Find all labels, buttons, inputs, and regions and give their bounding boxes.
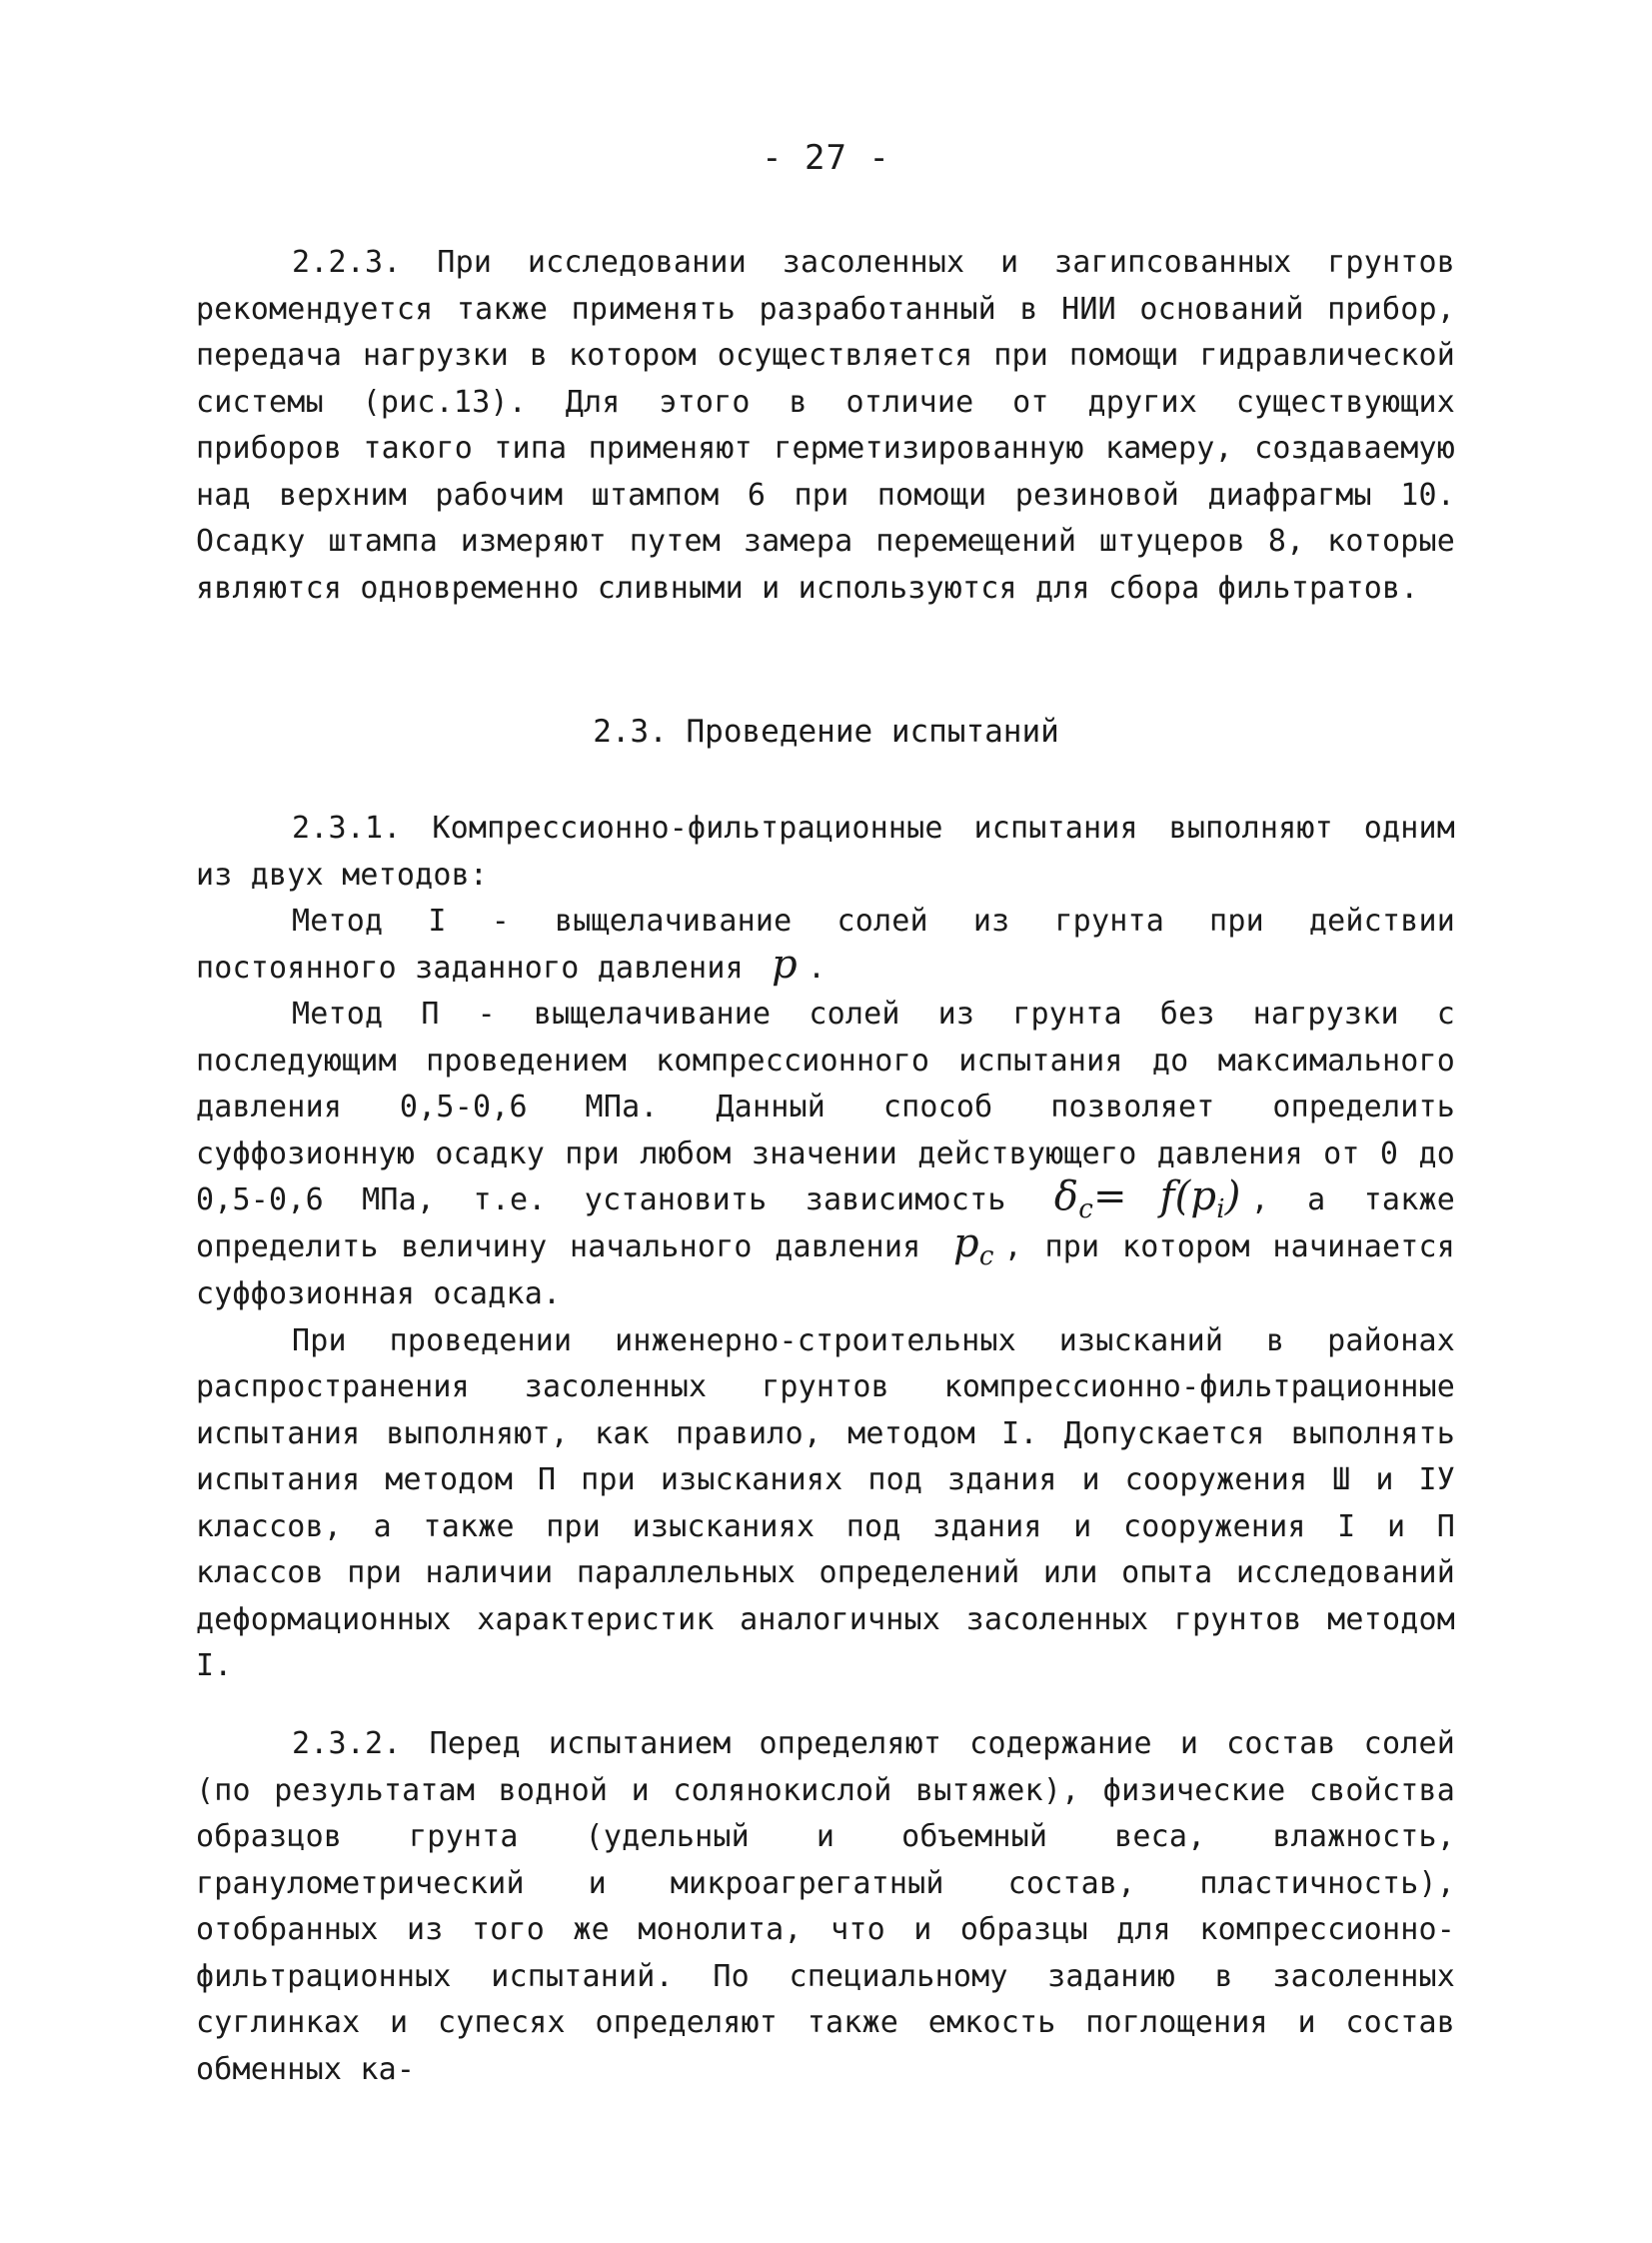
formula-pc: p <box>953 1220 979 1266</box>
initial-pressure-formula <box>943 1220 1004 1271</box>
formula-p-sub: i <box>1216 1194 1225 1224</box>
paragraph-2-2-3: 2.2.3. При исследовании засоленных и загипсованных грунтов рекомендуется также применять разработанный в НИИ оснований прибор, передача нагрузки в котором осуществляется при помощи гидравлической системы (рис.13). Для этого в отличие от других существующих приборов такого типа применяют герметизированную камеру, создаваемую над верхним рабочим штампом 6 при помощи резиновой диафрагмы 10. Осадку штампа измеряют путем замера перемещений штуцеров 8, которые являются одновременно сливными и используются для сбора фильтратов. <box>196 245 1455 606</box>
section-heading-2-3: 2.3. Проведение испытаний <box>593 714 1059 750</box>
formula-delta: δ <box>1053 1173 1079 1219</box>
method-1-text: Метод I - выщелачивание солей из грунта при действии постоянного заданного давления <box>196 904 1455 986</box>
page-number: - 27 - <box>762 138 890 178</box>
formula-delta-sub: c <box>1078 1194 1093 1224</box>
method-1-end: . <box>807 950 826 986</box>
formula-pc-sub: c <box>978 1241 994 1271</box>
paragraph-method-1 <box>196 899 1455 992</box>
section-2-3-2-block <box>196 1721 1455 2093</box>
method-2-text-c: , при котором начинается суффозионная осадка. <box>196 1229 1456 1311</box>
dependency-formula <box>1044 1173 1251 1224</box>
method-2-text-b: , а также определить величину начального давления <box>196 1182 1455 1264</box>
paragraph-survey: При проведении инженерно-строительных изысканий в районах распространения засоленных грунтов компрессионно-фильтрационные испытания выполняют, как правило, методом I. Допускается выполнять испытания методом П при изысканиях под здания и сооружения Ш и IУ классов, а также при изысканиях под здания и сооружения I и П классов при наличии параллельных определений или опыта исследований деформационных характеристик аналогичных засоленных грунтов методом I. <box>196 1322 1455 1683</box>
method-2-text-a: Метод П - выщелачивание солей из грунта без нагрузки с последующим проведением компрессионного испытания до максимального давления 0,5-0,6 МПа. Данный способ позволяет определить суффозионную осадку при любом значении действующего давления от 0 до 0,5-0,6 МПа, т.е. установить зависимость <box>196 997 1455 1217</box>
section-2-2-3-block <box>196 240 1455 612</box>
paragraph-2-3-1: 2.3.1. Компрессионно-фильтрационные испытания выполняют одним из двух методов: <box>196 811 1455 893</box>
pressure-symbol: p <box>772 941 798 988</box>
section-2-3-block <box>196 806 1455 1690</box>
formula-eq: = f(p <box>1092 1173 1217 1219</box>
formula-close: ) <box>1224 1173 1241 1219</box>
paragraph-method-2 <box>196 992 1455 1318</box>
paragraph-2-3-2: 2.3.2. Перед испытанием определяют содержание и состав солей (по результатам водной и солянокислой вытяжек), физические свойства образцов грунта (удельный и объемный веса, влажность, гранулометрический и микроагрегатный состав, пластичность), отобранных из того же монолита, что и образцы для компрессионно-фильтрационных испытаний. По специальному заданию в засоленных суглинках и супесях определяют также емкость поглощения и состав обменных ка- <box>196 1726 1455 2087</box>
